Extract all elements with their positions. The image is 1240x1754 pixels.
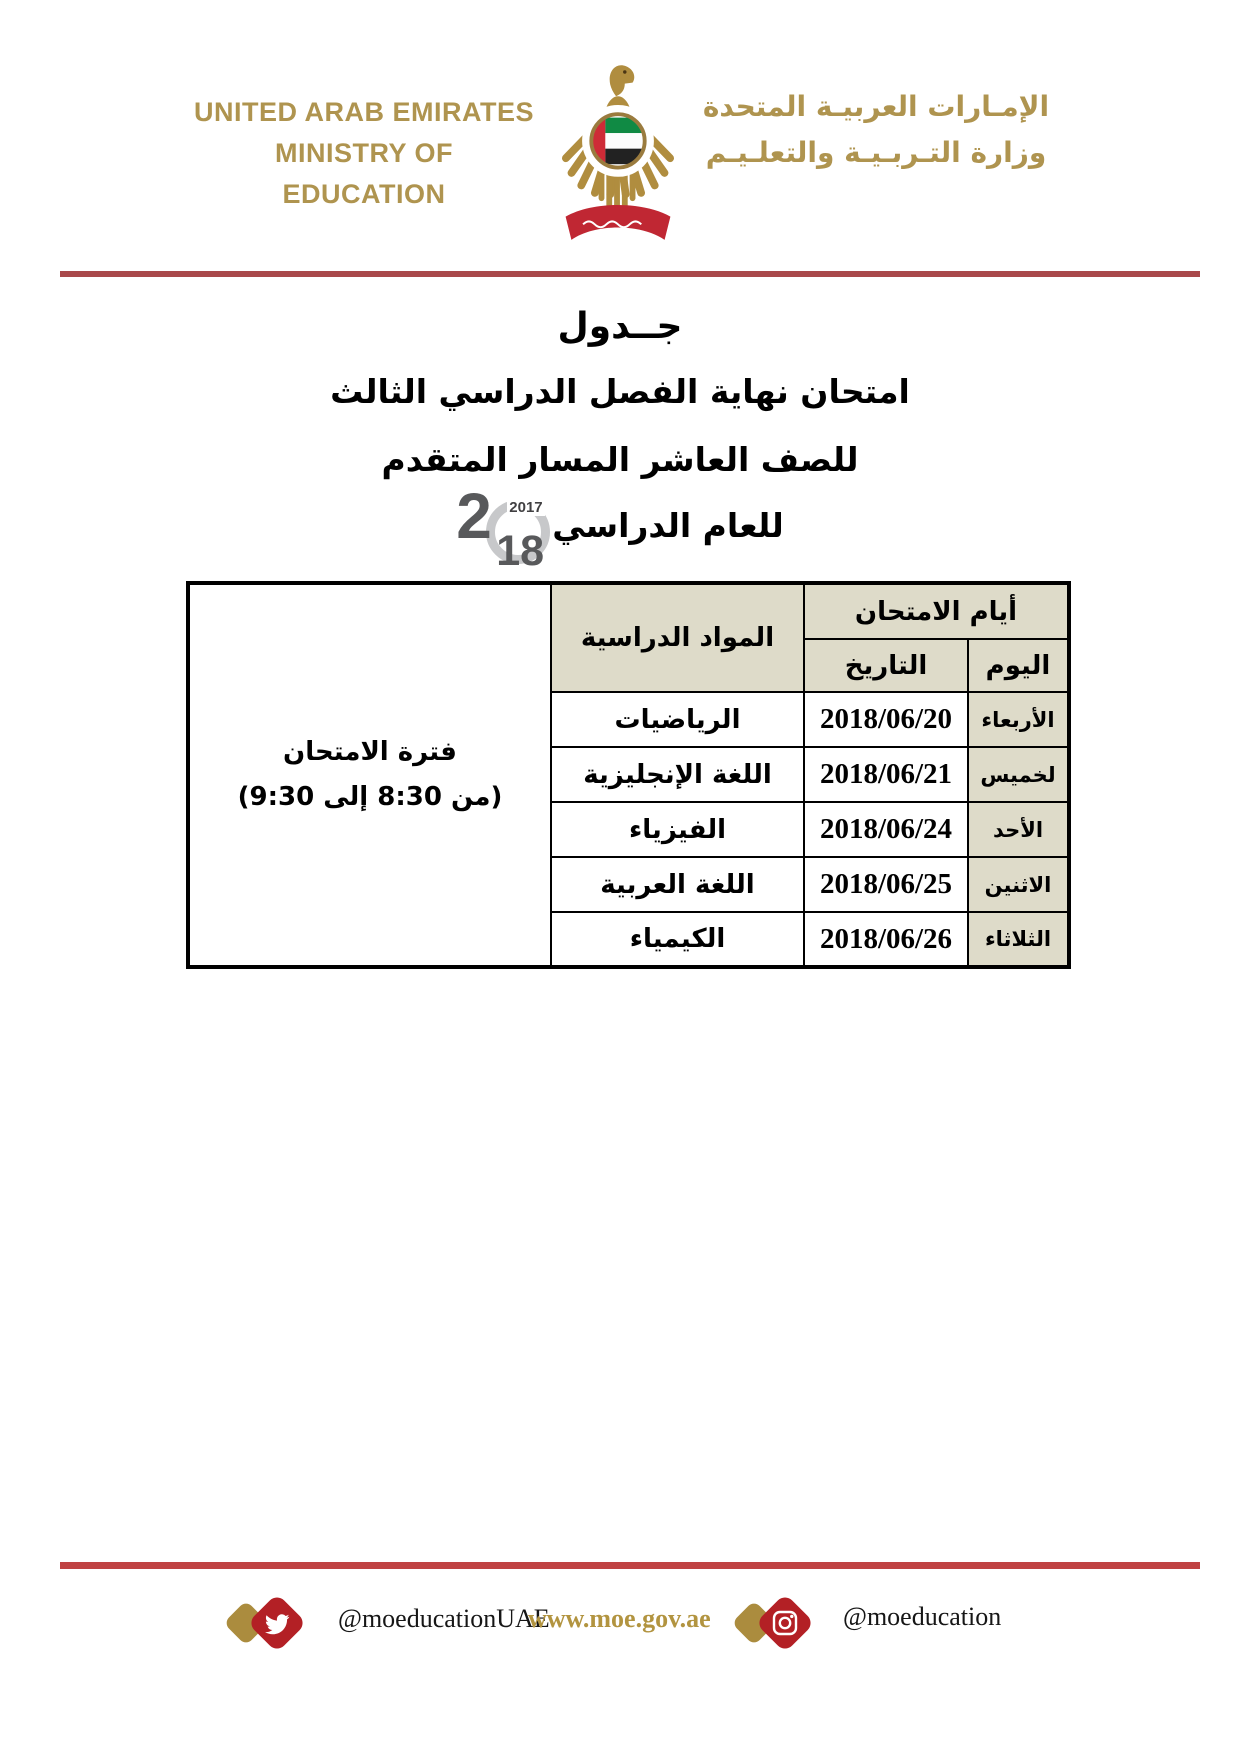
exam-period-cell <box>188 583 551 967</box>
day-cell: لخميس <box>968 747 1069 802</box>
date-cell: 2018/06/20 <box>804 692 968 747</box>
ministry-name-arabic <box>688 84 1064 176</box>
ministry-name-ar-line1: الإمـارات العربيـة المتحدة <box>702 90 1050 123</box>
doc-title-grade: للصف العاشر المسار المتقدم <box>381 440 859 479</box>
top-divider-line <box>60 271 1200 277</box>
day-cell: الثلاثاء <box>968 912 1069 967</box>
subject-cell: الفيزياء <box>551 802 804 857</box>
year-logo-18: 18 <box>496 527 545 575</box>
doc-title-year-row <box>0 480 1240 582</box>
subject-cell: اللغة الإنجليزية <box>551 747 804 802</box>
twitter-handle: @moeducationUAE <box>338 1604 550 1633</box>
ministry-name-en-line2: MINISTRY OF EDUCATION <box>274 138 453 209</box>
website-url: www.moe.gov.ae <box>528 1604 711 1633</box>
instagram-handle: @moeducation <box>843 1602 1002 1631</box>
subject-cell: اللغة العربية <box>551 857 804 912</box>
subjects-header: المواد الدراسية <box>551 583 804 692</box>
instagram-icon <box>728 1596 832 1652</box>
ministry-name-en-line1: UNITED ARAB EMIRATES <box>194 97 534 127</box>
subject-cell: الكيمياء <box>551 912 804 967</box>
ministry-name-ar-line2: وزارة التـربـيـة والتعلـيـم <box>705 136 1047 169</box>
day-cell: الاثنين <box>968 857 1069 912</box>
bottom-divider-line <box>60 1562 1200 1569</box>
date-cell: 2018/06/25 <box>804 857 968 912</box>
year-logo-digit-2: 2 <box>456 480 492 552</box>
twitter-icon <box>220 1596 324 1652</box>
date-cell: 2018/06/24 <box>804 802 968 857</box>
exam-days-header: أيام الامتحان <box>804 583 1069 639</box>
day-cell: الأربعاء <box>968 692 1069 747</box>
doc-title-exam: امتحان نهاية الفصل الدراسي الثالث <box>330 372 910 411</box>
date-cell: 2018/06/21 <box>804 747 968 802</box>
doc-title-year-label: للعام الدراسي <box>552 506 784 545</box>
day-header: اليوم <box>968 639 1069 692</box>
year-logo-2017: 2017 <box>509 499 543 516</box>
exam-period-line2: (من 8:30 إلى 9:30) <box>237 782 503 812</box>
ministry-name-english <box>192 92 536 215</box>
academic-year-logo <box>456 480 550 582</box>
date-header: التاريخ <box>804 639 968 692</box>
table-header-row-1 <box>188 583 1069 639</box>
subject-cell: الرياضيات <box>551 692 804 747</box>
day-cell: الأحد <box>968 802 1069 857</box>
date-cell: 2018/06/26 <box>804 912 968 967</box>
exam-period-line1: فترة الامتحان <box>283 736 457 767</box>
exam-schedule-table <box>186 581 1071 969</box>
uae-falcon-emblem-icon <box>552 58 684 250</box>
doc-title-schedule: جــدول <box>557 306 683 347</box>
